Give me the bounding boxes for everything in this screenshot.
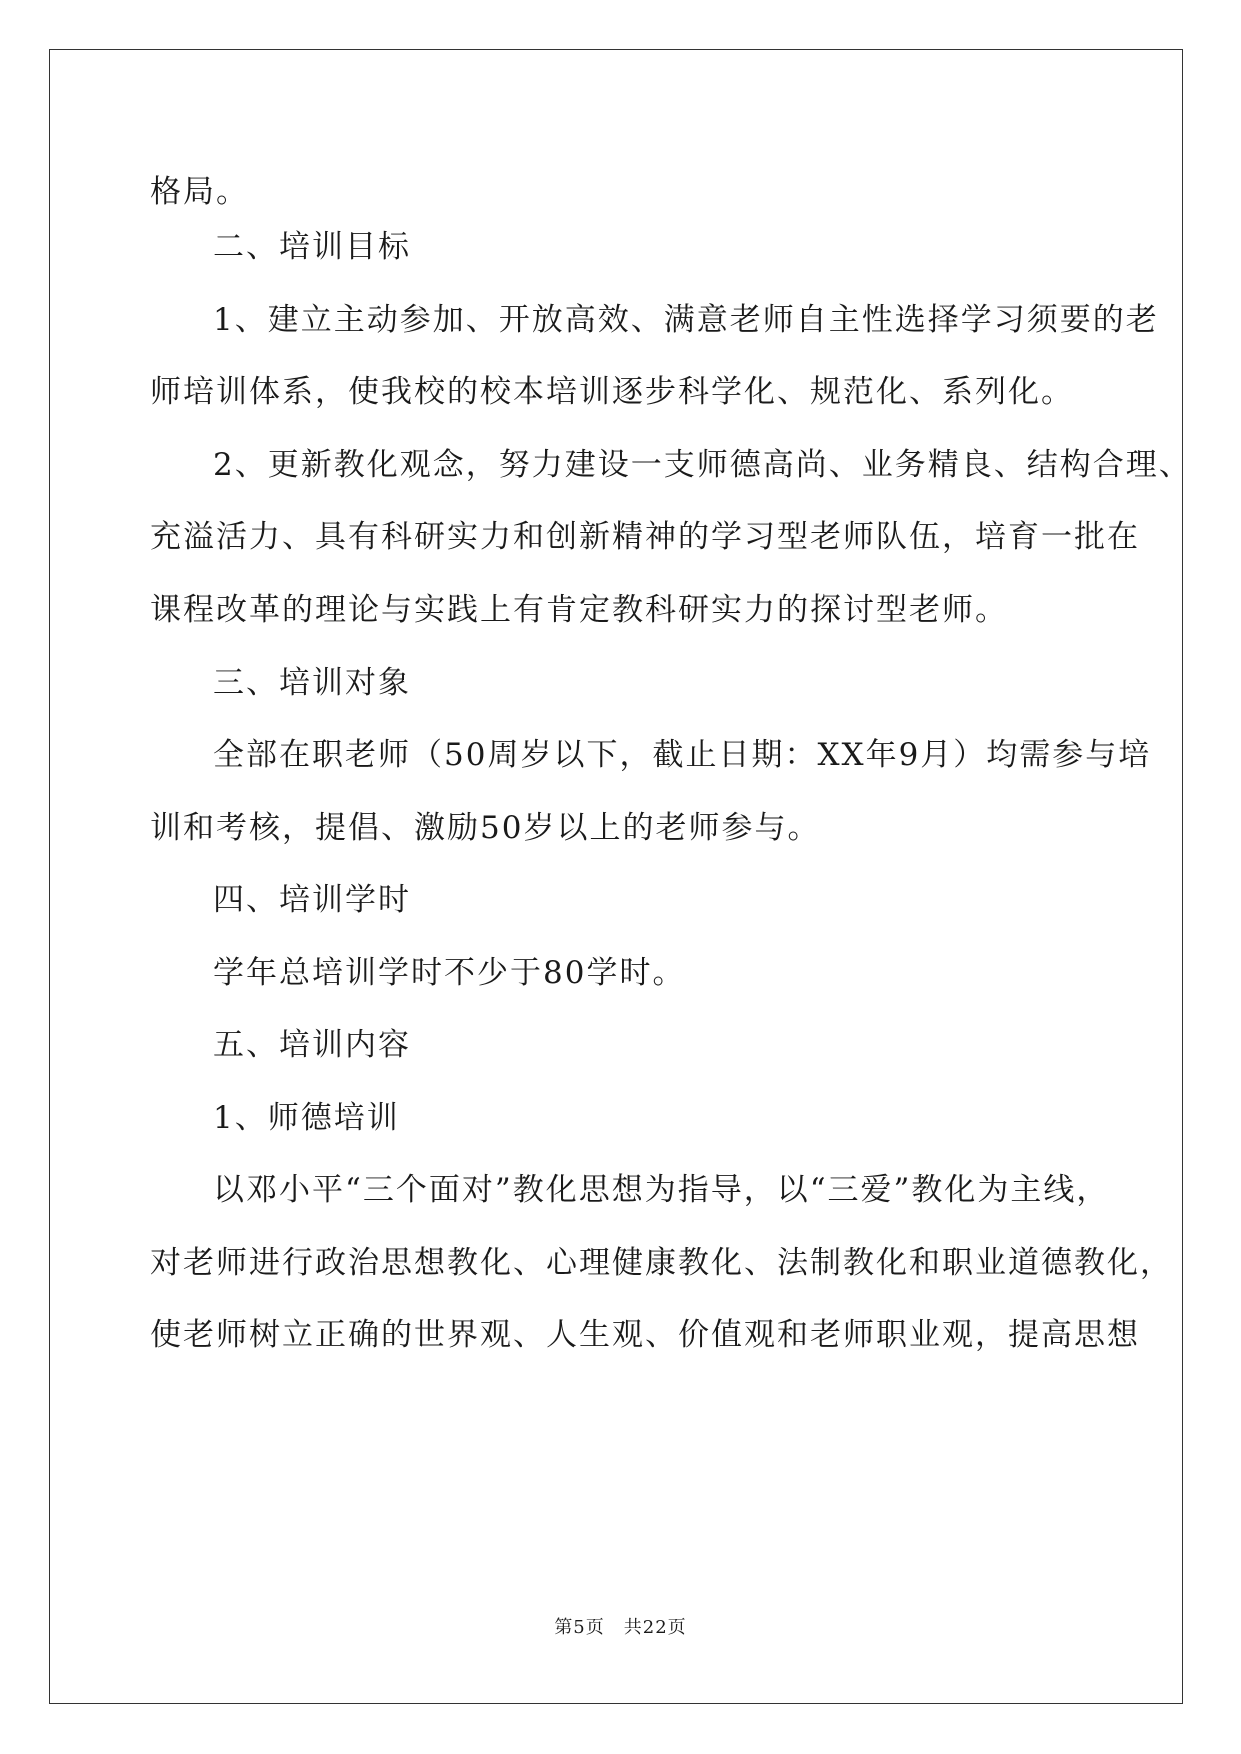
page-number: 第5页 共22页 — [554, 1617, 687, 1638]
page-border — [49, 49, 1192, 1704]
section-heading: 四、培训学时 — [213, 882, 411, 918]
section-heading: 五、培训内容 — [213, 1027, 411, 1063]
text-line: 训和考核，提倡、激励50岁以上的老师参与。 — [150, 810, 821, 846]
section-heading: 二、培训目标 — [213, 229, 411, 265]
text-line: 对老师进行政治思想教化、心理健康教化、法制教化和职业道德教化， — [150, 1245, 1173, 1281]
text-line: 充溢活力、具有科研实力和创新精神的学习型老师队伍，培育一批在 — [150, 519, 1140, 555]
text-line: 1、建立主动参加、开放高效、满意老师自主性选择学习须要的老 — [213, 302, 1159, 338]
text-line: 使老师树立正确的世界观、人生观、价值观和老师职业观，提高思想 — [150, 1317, 1140, 1353]
text-line: 以邓小平“三个面对”教化思想为指导，以“三爱”教化为主线， — [213, 1172, 1110, 1208]
subsection-heading: 1、师德培训 — [213, 1100, 400, 1136]
page-footer — [0, 1616, 1241, 1640]
text-line: 学年总培训学时不少于80学时。 — [213, 955, 686, 991]
section-heading: 三、培训对象 — [213, 665, 411, 701]
text-line: 格局。 — [150, 174, 249, 210]
text-line: 2、更新教化观念，努力建设一支师德高尚、业务精良、结构合理、 — [213, 447, 1192, 483]
text-line: 课程改革的理论与实践上有肯定教科研实力的探讨型老师。 — [150, 592, 1008, 628]
text-line: 师培训体系，使我校的校本培训逐步科学化、规范化、系列化。 — [150, 374, 1074, 410]
text-line: 全部在职老师（50周岁以下，截止日期：XX年9月）均需参与培 — [213, 737, 1152, 773]
